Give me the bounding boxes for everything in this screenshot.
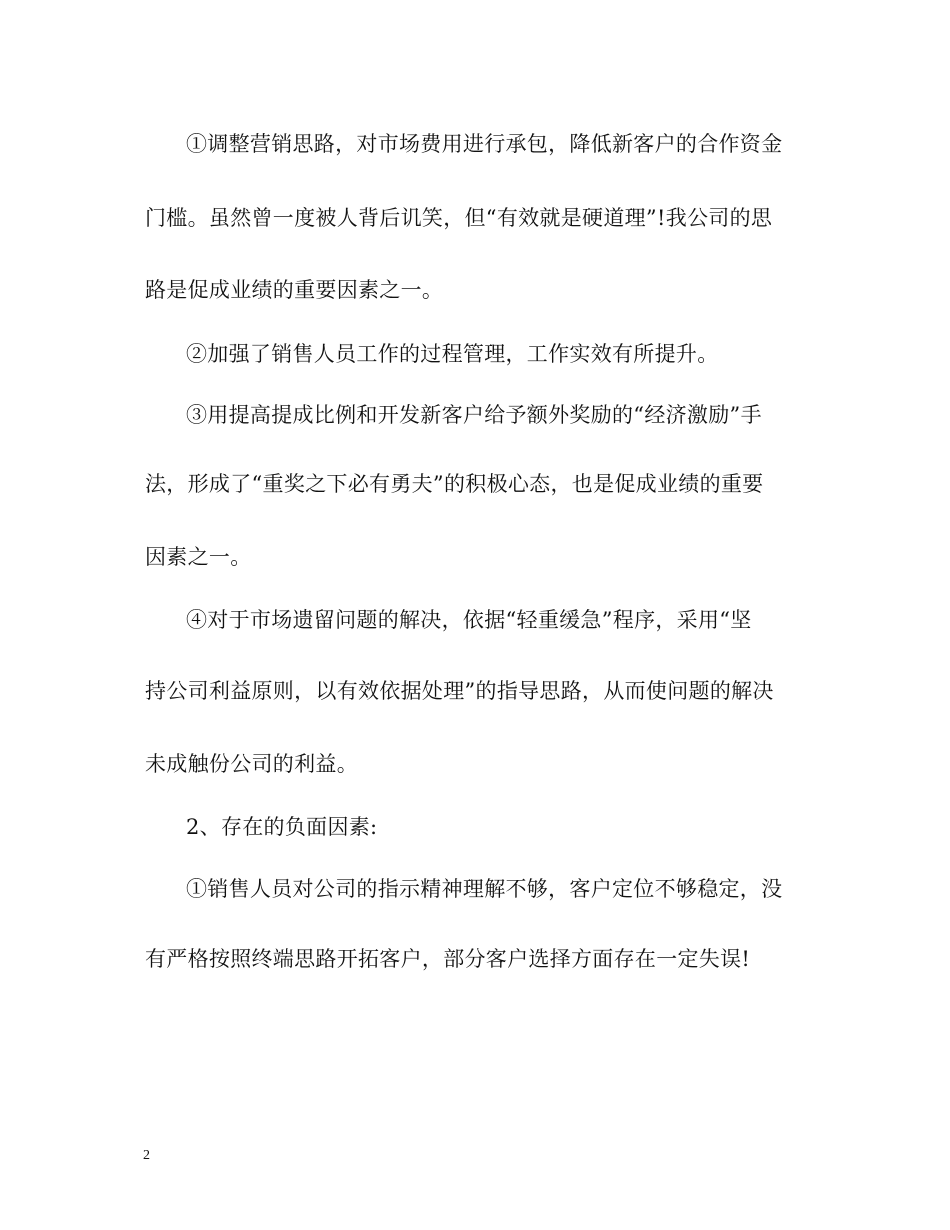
paragraph-line: 因素之一。 bbox=[145, 545, 252, 569]
paragraph-line: 路是促成业绩的重要因素之一。 bbox=[145, 278, 444, 302]
paragraph-line: ③用提高提成比例和开发新客户给予额外奖励的“经济激励”手 bbox=[186, 403, 762, 427]
paragraph-line: ②加强了销售人员工作的过程管理，工作实效有所提升。 bbox=[186, 342, 719, 366]
paragraph-line: ④对于市场遗留问题的解决，依据“轻重缓急”程序，采用“坚 bbox=[186, 608, 752, 632]
paragraph-line: 法，形成了“重奖之下必有勇夫”的积极心态，也是促成业绩的重要 bbox=[145, 472, 764, 496]
page-number: 2 bbox=[143, 1148, 150, 1163]
paragraph-line: ①调整营销思路，对市场费用进行承包，降低新客户的合作资金 bbox=[186, 132, 783, 156]
paragraph-line: 未成触份公司的利益。 bbox=[145, 752, 358, 776]
paragraph-line: 持公司利益原则，以有效依据处理”的指导思路，从而使问题的解决 bbox=[145, 679, 774, 703]
paragraph-line: ①销售人员对公司的指示精神理解不够，客户定位不够稳定，没 bbox=[186, 877, 783, 901]
paragraph-line: 门槛。虽然曾一度被人背后讥笑，但“有效就是硬道理”!我公司的思 bbox=[145, 206, 773, 230]
section-heading: 2、存在的负面因素: bbox=[186, 815, 378, 839]
paragraph-line: 有严格按照终端思路开拓客户，部分客户选择方面存在一定失误! bbox=[145, 947, 751, 971]
